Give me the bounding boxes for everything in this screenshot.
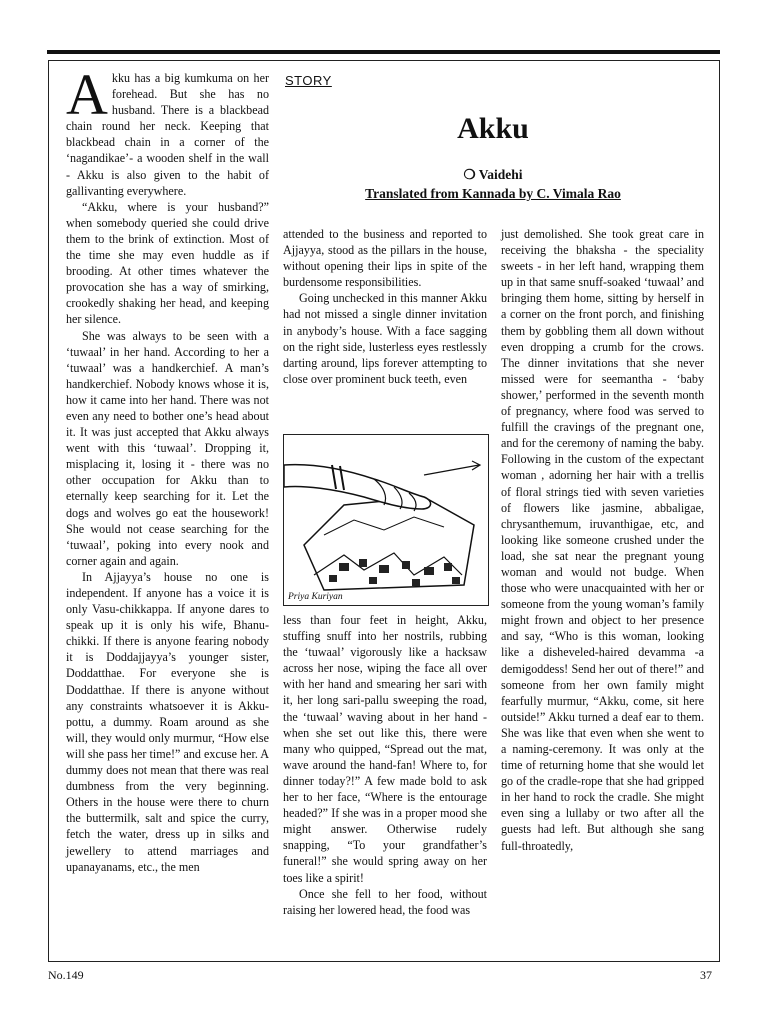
section-label: STORY [285, 73, 332, 88]
column-2-top [283, 226, 487, 387]
translator-line [283, 186, 703, 202]
paragraph: attended to the business and reported to Ajjayya, stood as the pillars in the house, without opening their lips in spite of the burdensome responsibilities. [283, 227, 487, 290]
issue-number: No.149 [48, 968, 84, 982]
paragraph: Once she fell to her food, without raising her lowered head, the food was [283, 886, 487, 917]
hand-drawing-icon [284, 435, 488, 605]
paragraph: She was always to be seen with a ‘tuwaal’ in her hand. According to her a ‘tuwaal’ was a handkerchief. A man’s handkerchief. Nobody knows whose it is, how it came into her hand. There was not even any need to bother one’s head about it. It was just accepted that Akku always went with this ‘tuwaal’. Dropping it, misplacing it, losing it - there was no other occupation for Akku than to eternally keep searching for it. Let the dogs and wolves go eat the housework! She would not cease searching for the ‘tuwaal’, poking into every nook and corner again and again. [66, 328, 269, 568]
paragraph: less than four feet in height, Akku, stuffing snuff into her nostrils, rubbing the ‘tuwaal’ vigorously like a hacksaw across her nose, wiping the face all over with her hand and smearing her sari with it, her long sari-pallu sweeping the road, the ‘tuwaal’ waving about in her hand - when she set out like this, there were many who quipped, “Spread out the mat, wave around the hand-fan! Where to, for dinner today?!” A few made bold to ask her to her face, “Where is the entourage headed?” If she was in a proper mood she might answer. Otherwise rudely snapping, “To your grandfather’s funeral!” she would spring away on her toes like a spirit! [283, 613, 487, 885]
illustration [283, 434, 489, 606]
author-line [283, 167, 703, 183]
paragraph: Going unchecked in this manner Akku had not missed a single dinner invitation in anybody’s house. With a face sagging on the right side, lusterless eyes restlessly darting around, lips forever attempting to close over prominent buck teeth, even [283, 291, 487, 386]
paragraph: just demolished. She took great care in receiving the bhaksha - the speciality sweets - in her left hand, wrapping them up in that same snuff-soaked ‘tuwaal’ and bringing them home, sitting by herself in a corner on the front porch, and finishing them by gobbling them all down without even dropping a crumb for the crows. The dinner invitations that she never missed were for seemantha - ‘baby shower,’ performed in the seventh month of pregnancy, where food was served to fulfill the cravings of the pregnant one, and for the ceremony of naming the baby. Following in the custom of the expectant woman , adorning her hair with a trellis of floral strings tied with seven varieties of flowers like jasmine, abbaligae, chrysanthemum, iruvanthigae, etc, and looking like someone crushed under the load, she sat near the pregnant young woman and would not budge. When those who were unacquainted with her or someone from the young woman’s family might frown and object to her presence and say, “Who is this woman, looking like a disheveled-haired devamma -a demigoddess! Send her out of there!” and someone from her own family might fearfully murmur, “Akku, come, sit here outside!” Akku turned a deaf ear to them. She was like that even when she went to a naming-ceremony. It was only at the time of returning home that she would let go of the cradle-rope that she had gripped in her hand to rock the cradle. She might even sing a lullaby or two after all the guests had left. But although she sang full-throatedly, [501, 227, 704, 853]
page-number: 37 [700, 968, 712, 982]
translator-credit: Translated from Kannada by C. Vimala Rao [365, 186, 621, 201]
paragraph: “Akku, where is your husband?” when somebody queried she could drive them to the brink of extinction. Most of the time she may even huddle as if brooding. At other times whatever the provocation she has a way of smirking, crookedly shaking her head, and keeping her silence. [66, 199, 269, 327]
top-rule [47, 50, 720, 54]
drop-cap: A [66, 62, 108, 127]
column-2-bottom [283, 612, 487, 918]
article-title: Akku [457, 112, 529, 145]
bullet-icon: ❍ [463, 167, 476, 182]
paragraph: In Ajjayya’s house no one is independent. If anyone has a voice it is only Vasu-chikkappa. If anyone dares to speak up it is only his wife, Bhanu-chikki. If there is anyone fearing nobody it is Doddajjayya’s younger sister, Doddatthae. For everyone she is Doddatthae. If there is anyone without any constraints whatsoever it is Akku-pottu, a dummy. Roam around as she will, they would only murmur, “How else will she pass her time!” and excuse her. A dummy does not mean that there was real dumbness from the very beginning. Others in the house were there to churn the buttermilk, salt and spice the curry, fetch the water, dress up in silks and jewellery to attend marriages and upanayanams, etc., the men [66, 569, 269, 874]
paragraph: kku has a big kumkuma on her forehead. But she has no husband. There is a blackbead chain round her neck. Keeping that blackbead chain in a corner of the ‘nagandikae’- a wooden shelf in the wall - Akku is also given to the habit of gallivanting everywhere. [66, 71, 269, 198]
column-3 [501, 226, 704, 854]
illustration-caption: Priya Kuriyan [288, 592, 343, 602]
author-name: Vaidehi [478, 167, 523, 182]
column-1 [66, 62, 269, 875]
